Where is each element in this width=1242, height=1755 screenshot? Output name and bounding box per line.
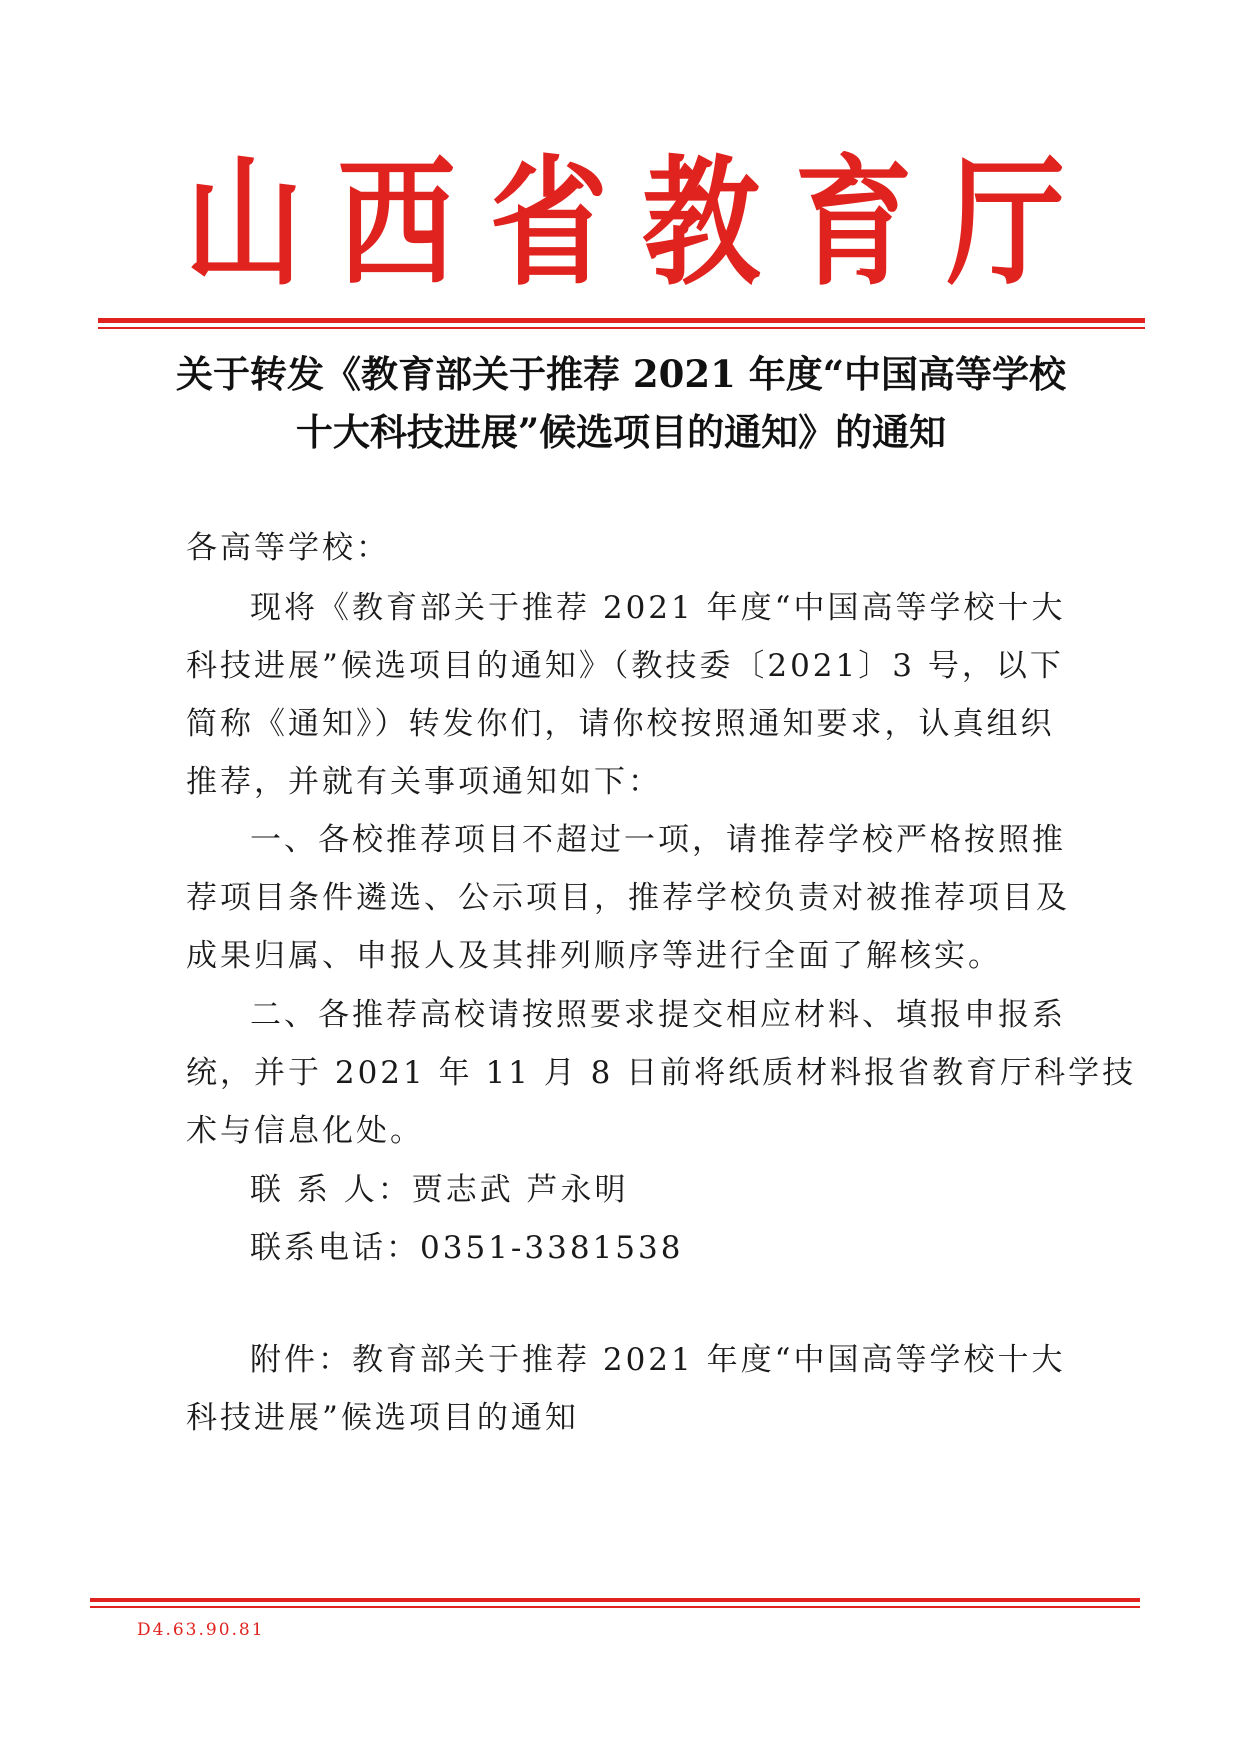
letterhead	[185, 140, 1065, 305]
paragraph-1-line: 科技进展”候选项目的通知》（教技委〔2021〕3 号，以下	[186, 648, 1064, 684]
paragraph-3-line: 二、各推荐高校请按照要求提交相应材料、填报申报系	[250, 997, 1066, 1033]
footer-divider-thin	[90, 1606, 1140, 1608]
letterhead-char: 厅	[946, 140, 1065, 305]
header-divider-thin	[98, 327, 1145, 329]
letterhead-char: 西	[337, 140, 456, 305]
letterhead-char: 教	[642, 140, 761, 305]
contact-person: 联 系 人：贾志武 芦永明	[250, 1172, 629, 1208]
paragraph-1-line: 简称《通知》）转发你们，请你校按照通知要求，认真组织	[186, 706, 1055, 742]
document-title-line-1: 关于转发《教育部关于推荐 2021 年度“中国高等学校	[175, 352, 1067, 396]
footer-code: D4.63.90.81	[137, 1620, 265, 1640]
paragraph-2-line: 一、各校推荐项目不超过一项，请推荐学校严格按照推	[250, 822, 1066, 858]
attachment-line: 附件：教育部关于推荐 2021 年度“中国高等学校十大	[250, 1342, 1066, 1378]
header-divider-thick	[98, 318, 1145, 323]
paragraph-2-line: 荐项目条件遴选、公示项目，推荐学校负责对被推荐项目及	[186, 880, 1070, 916]
paragraph-3-line: 术与信息化处。	[186, 1113, 424, 1149]
letterhead-char: 省	[489, 140, 608, 305]
attachment-line: 科技进展”候选项目的通知	[186, 1400, 579, 1436]
paragraph-2-line: 成果归属、申报人及其排列顺序等进行全面了解核实。	[186, 938, 1002, 974]
contact-phone: 联系电话：0351-3381538	[250, 1230, 684, 1266]
paragraph-1-line: 推荐，并就有关事项通知如下：	[186, 764, 662, 800]
letterhead-char: 山	[185, 140, 304, 305]
footer-divider-thick	[90, 1598, 1140, 1602]
paragraph-3-line: 统，并于 2021 年 11 月 8 日前将纸质材料报省教育厅科学技	[186, 1055, 1137, 1091]
letterhead-char: 育	[794, 140, 913, 305]
paragraph-1-line: 现将《教育部关于推荐 2021 年度“中国高等学校十大	[250, 590, 1066, 626]
salutation: 各高等学校：	[186, 530, 390, 566]
document-title-line-2: 十大科技进展”候选项目的通知》的通知	[295, 410, 947, 454]
